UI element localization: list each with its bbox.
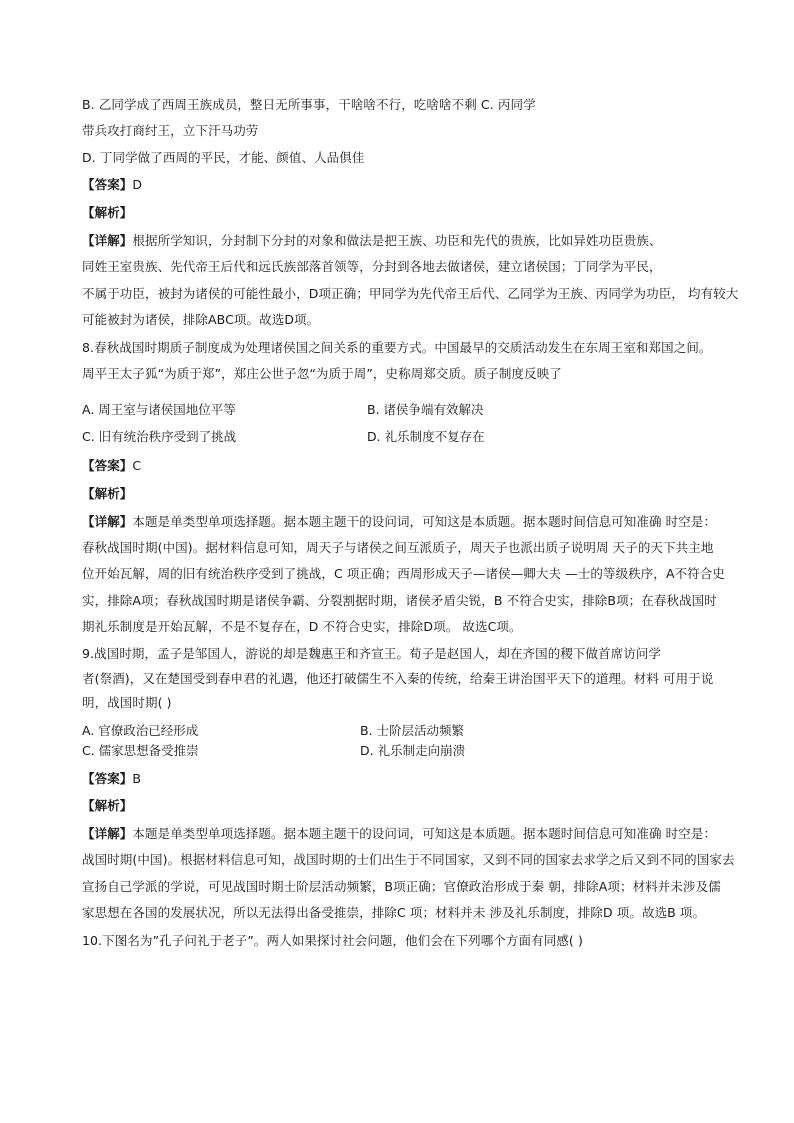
q8-option-d: D. 礼乐制度不复存在 bbox=[367, 429, 485, 444]
q9-detail-line: 战国时期(中国)。根据材料信息可知，战国时期的士们出生于不同国家，又到不同的国家去求学之后又到不同的国家去 bbox=[82, 852, 735, 867]
q7-analysis-tag: 【解析】 bbox=[82, 205, 133, 220]
q8-analysis-tag: 【解析】 bbox=[82, 486, 133, 501]
detail-tag: 【详解】 bbox=[82, 514, 133, 529]
q9-detail-line: 宣扬自己学派的学说，可见战国时期士阶层活动频繁，B项正确；官僚政治形成于秦 朝，排除A项；材料并未涉及儒 bbox=[82, 879, 721, 894]
q7-answer bbox=[82, 177, 142, 193]
q9-option-a: A. 官僚政治已经形成 bbox=[82, 723, 199, 738]
q9-stem-line: 明，战国时期( ) bbox=[82, 695, 172, 710]
q8-option-c: C. 旧有统治秩序受到了挑战 bbox=[82, 429, 237, 444]
q9-analysis-tag: 【解析】 bbox=[82, 798, 133, 813]
q7-option-line: D. 丁同学做了西周的平民，才能、颜值、人品俱佳 bbox=[82, 150, 365, 165]
q9-option-d: D. 礼乐制走向崩溃 bbox=[360, 743, 466, 758]
q9-answer bbox=[82, 771, 141, 787]
answer-tag: 【答案】 bbox=[82, 458, 133, 473]
q9-stem-line: 者(祭酒)，又在楚国受到春申君的礼遇，他还打破儒生不入秦的传统，给秦王讲治国平天下的道理。材料 可用于说 bbox=[82, 671, 714, 686]
q10-stem-line: 10.下图名为”孔子问礼于老子”。两人如果探讨社会问题，他们会在下列哪个方面有同感( ) bbox=[82, 933, 583, 948]
answer-value: D bbox=[132, 177, 143, 192]
q8-detail-line: 【详解】本题是单类型单项选择题。据本题主题干的设问词，可知这是本质题。据本题时间信息可知准确 时空是： bbox=[82, 514, 717, 529]
q8-detail-line: 期礼乐制度是开始瓦解，不是不复存在，D 不符合史实，排除D项。 故选C项。 bbox=[82, 619, 522, 634]
q7-detail-line: 同姓王室贵族、先代帝王后代和远氏族部落首领等，分封到各地去做诸侯，建立诸侯国；丁同学为平民， bbox=[82, 259, 662, 274]
q9-detail-line: 家思想在各国的发展状况，所以无法得出备受推崇，排除C 项；材料并未 涉及礼乐制度，排除D 项。故选B 项。 bbox=[82, 905, 706, 920]
q8-detail-line: 位开始瓦解，周的旧有统治秩序受到了挑战，C 项正确；西周形成天子—诸侯—卿大夫 —士的等级秩序，A不符合史 bbox=[82, 566, 726, 581]
q7-option-line: B. 乙同学成了西周王族成员，整日无所事事，干啥啥不行，吃啥啥不剩 C. 丙同学 bbox=[82, 97, 536, 112]
q8-stem-line: 周平王太子狐“为质于郑”，郑庄公世子忽“为质于周”，史称周郑交质。质子制度反映了 bbox=[82, 366, 562, 381]
answer-tag: 【答案】 bbox=[82, 771, 133, 786]
answer-tag: 【答案】 bbox=[82, 177, 133, 192]
detail-tag: 【详解】 bbox=[82, 233, 133, 248]
q9-detail-line: 【详解】本题是单类型单项选择题。据本题主题干的设问词，可知这是本质题。据本题时间信息可知准确 时空是： bbox=[82, 826, 717, 841]
q9-stem-line: 9.战国时期，孟子是邹国人，游说的却是魏惠王和齐宣王。荀子是赵国人，却在齐国的稷下做首席访问学 bbox=[82, 646, 662, 661]
q7-detail-line: 不属于功臣，被封为诸侯的可能性最小，D项正确；甲同学为先代帝王后代、乙同学为王族、丙同学为功臣， 均有较大 bbox=[82, 286, 739, 301]
q7-detail-line: 可能被封为诸侯，排除ABC项。故选D项。 bbox=[82, 312, 320, 327]
q7-option-line: 带兵攻打商纣王，立下汗马功劳 bbox=[82, 123, 259, 138]
detail-tag: 【详解】 bbox=[82, 826, 133, 841]
q8-detail-line: 实，排除A项；春秋战国时期是诸侯争霸、分裂割据时期，诸侯矛盾尖锐，B 不符合史实，排除B项；在春秋战国时 bbox=[82, 593, 717, 608]
q8-answer bbox=[82, 458, 141, 474]
q8-option-b: B. 诸侯争端有效解决 bbox=[367, 402, 484, 417]
q8-detail-line: 春秋战国时期(中国)。据材料信息可知，周天子与诸侯之间互派质子，周天子也派出质子说明周 天子的天下共主地 bbox=[82, 540, 714, 555]
q9-option-b: B. 士阶层活动频繁 bbox=[360, 723, 465, 738]
answer-value: C bbox=[132, 458, 142, 473]
q8-stem-line: 8.春秋战国时期质子制度成为处理诸侯国之间关系的重要方式。中国最早的交质活动发生在东周王室和郑国之间。 bbox=[82, 340, 712, 355]
q8-option-a: A. 周王室与诸侯国地位平等 bbox=[82, 402, 236, 417]
answer-value: B bbox=[132, 771, 142, 786]
q7-detail-line: 【详解】根据所学知识，分封制下分封的对象和做法是把王族、功臣和先代的贵族，比如异姓功臣贵族、 bbox=[82, 233, 662, 248]
q9-option-c: C. 儒家思想备受推崇 bbox=[82, 743, 199, 758]
